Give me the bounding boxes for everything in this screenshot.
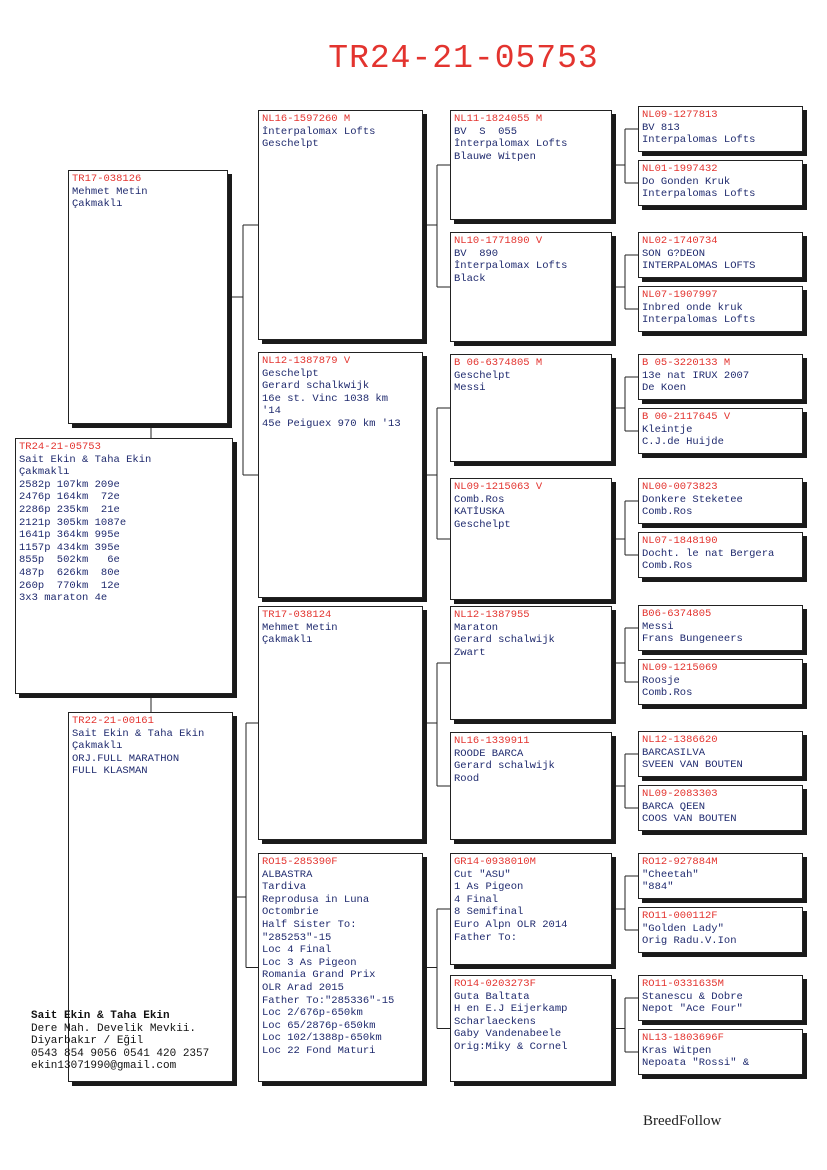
ring-number: TR17-038126: [72, 173, 142, 185]
pigeon-detail-line: Messi: [454, 382, 486, 395]
owner-phone: 0543 854 9056 0541 420 2357: [31, 1047, 210, 1060]
ancestor-card-g13: [638, 853, 803, 899]
ancestor-card-g11: [638, 731, 803, 777]
pigeon-detail-line: Loc 2/676p-650km: [262, 1007, 363, 1020]
pigeon-detail-line: Loc 102/1388p-650km: [262, 1032, 382, 1045]
pigeon-detail-line: Kras Witpen: [642, 1044, 712, 1057]
pigeon-detail-line: 2476p 164km 72e: [19, 491, 120, 504]
dam-sire-card: [258, 606, 423, 840]
ring-number: TR24-21-05753: [19, 441, 101, 453]
ancestor-card-g5: [638, 354, 803, 400]
pigeon-detail-line: 45e Peiguex 970 km '13: [262, 417, 401, 430]
pigeon-detail-line: Loc 22 Fond Maturi: [262, 1044, 376, 1057]
pigeon-detail-line: ORJ.FULL MARATHON: [72, 752, 180, 765]
pigeon-detail-line: Comb.Ros: [454, 493, 505, 506]
pigeon-detail-line: Maraton: [454, 621, 499, 634]
ring-number: B 05-3220133 M: [642, 357, 731, 369]
pigeon-detail-line: Inbred onde kruk: [642, 301, 743, 314]
pigeon-detail-line: Roosje: [642, 674, 680, 687]
pigeon-detail-line: Interpalomas Lofts: [642, 314, 756, 327]
pigeon-detail-line: Mehmet Metin: [72, 185, 148, 198]
pigeon-detail-line: 1641p 364km 995e: [19, 529, 120, 542]
ancestor-card-g12: [638, 785, 803, 831]
ancestor-card-g2: [638, 160, 803, 206]
pigeon-detail-line: Zwart: [454, 646, 486, 659]
pigeon-detail-line: 2121p 305km 1087e: [19, 516, 127, 529]
brand-label: BreedFollow: [643, 1113, 722, 1129]
pigeon-detail-line: Geschelpt: [454, 369, 511, 382]
ring-number: NL10-1771890 V: [454, 235, 543, 247]
ring-number: NL12-1387955: [454, 609, 530, 621]
pigeon-detail-line: Reprodusa in Luna: [262, 893, 370, 906]
owner-city: Diyarbakır / Eğil: [31, 1035, 144, 1047]
pigeon-detail-line: SON G?DEON: [642, 247, 706, 260]
pigeon-detail-line: ROODE BARCA: [454, 747, 524, 760]
pigeon-detail-line: Mehmet Metin: [262, 621, 338, 634]
pigeon-detail-line: Half Sister To:: [262, 918, 357, 931]
pigeon-detail-line: Geschelpt: [262, 367, 319, 380]
pigeon-detail-line: Geschelpt: [454, 518, 511, 531]
pigeon-detail-line: Çakmaklı: [72, 198, 123, 211]
ring-number: TR17-038124: [262, 609, 332, 621]
ancestor-card-g15: [638, 975, 803, 1021]
pigeon-detail-line: '14: [262, 405, 281, 418]
pigeon-detail-line: "Golden Lady": [642, 922, 724, 935]
ancestor-card-g1: [638, 106, 803, 152]
pigeon-detail-line: C.J.de Huijde: [642, 436, 724, 449]
pigeon-detail-line: Blauwe Witpen: [454, 150, 536, 163]
pigeon-detail-line: De Koen: [642, 382, 687, 395]
pigeon-detail-line: KATİUSKA: [454, 506, 505, 519]
ancestor-card-g4: [638, 286, 803, 332]
ring-number: RO14-0203273F: [454, 978, 536, 990]
pigeon-detail-line: Scharlaeckens: [454, 1015, 536, 1028]
pigeon-detail-line: Gaby Vandenabeele: [454, 1028, 562, 1041]
pigeon-detail-line: "Cheetah": [642, 868, 699, 881]
pigeon-detail-line: BV 813: [642, 121, 680, 134]
dam-dam-card: [258, 853, 423, 1082]
ancestor-card-sdd: [450, 478, 612, 600]
ancestor-card-g8: [638, 532, 803, 578]
pigeon-detail-line: 1 As Pigeon: [454, 881, 524, 894]
ring-number: RO12-927884M: [642, 856, 718, 868]
pigeon-detail-line: Tardiva: [262, 881, 307, 894]
sire-card: [68, 170, 228, 424]
ring-number: RO11-000112F: [642, 910, 718, 922]
ancestor-card-g16: [638, 1029, 803, 1075]
pigeon-detail-line: Octombrie: [262, 906, 319, 919]
pigeon-detail-line: Loc 4 Final: [262, 944, 332, 957]
ring-number: NL16-1597260 M: [262, 113, 351, 125]
pigeon-detail-line: Gerard schalkwijk: [262, 380, 370, 393]
pigeon-detail-line: Kleintje: [642, 423, 693, 436]
sire-dam-card: [258, 352, 423, 598]
ancestor-card-g3: [638, 232, 803, 278]
ring-number: NL16-1339911: [454, 735, 530, 747]
pigeon-detail-line: İnterpalomax Lofts: [454, 260, 568, 273]
ancestor-card-sss: [450, 110, 612, 220]
pigeon-detail-line: 8 Semifinal: [454, 906, 524, 919]
pigeon-detail-line: Comb.Ros: [642, 506, 693, 519]
pigeon-detail-line: Gerard schalwijk: [454, 760, 555, 773]
pigeon-detail-line: Do Gonden Kruk: [642, 175, 731, 188]
owner-name: Sait Ekin & Taha Ekin: [31, 1010, 170, 1022]
pigeon-detail-line: Euro Alpn OLR 2014: [454, 918, 568, 931]
pigeon-detail-line: Romania Grand Prix: [262, 969, 376, 982]
pigeon-detail-line: "285253"-15: [262, 931, 332, 944]
ancestor-card-sds: [450, 354, 612, 462]
pigeon-detail-line: İnterpalomax Lofts: [262, 125, 376, 138]
pigeon-detail-line: 855p 502km 6e: [19, 554, 120, 567]
ring-number: NL07-1907997: [642, 289, 718, 301]
owner-address: Dere Mah. Develik Mevkii.: [31, 1022, 197, 1035]
pigeon-detail-line: 2582p 107km 209e: [19, 478, 120, 491]
pigeon-detail-line: Gerard schalwijk: [454, 634, 555, 647]
pigeon-detail-line: SVEEN VAN BOUTEN: [642, 759, 743, 772]
pigeon-detail-line: Nepoata "Rossi" &: [642, 1057, 750, 1070]
ring-number: TR22-21-00161: [72, 715, 154, 727]
pigeon-detail-line: Sait Ekin & Taha Ekin: [72, 727, 205, 740]
pigeon-detail-line: 4 Final: [454, 893, 499, 906]
pigeon-detail-line: Sait Ekin & Taha Ekin: [19, 453, 152, 466]
pigeon-detail-line: Father To:: [454, 931, 518, 944]
ring-number: NL12-1386620: [642, 734, 718, 746]
ring-number: RO15-285390F: [262, 856, 338, 868]
ring-number: B06-6374805: [642, 608, 712, 620]
ring-number: NL09-1277813: [642, 109, 718, 121]
owner-email: ekin13071990@gmail.com: [31, 1060, 177, 1072]
pigeon-detail-line: BV 890: [454, 247, 499, 260]
pigeon-detail-line: İnterpalomax Lofts: [454, 138, 568, 151]
ancestor-card-g10: [638, 659, 803, 705]
pigeon-detail-line: Guta Baltata: [454, 990, 530, 1003]
pigeon-detail-line: "884": [642, 881, 674, 894]
pigeon-detail-line: Çakmaklı: [262, 634, 313, 647]
pigeon-detail-line: Rood: [454, 772, 480, 785]
ancestor-card-g9: [638, 605, 803, 651]
pigeon-detail-line: Messi: [642, 620, 674, 633]
pigeon-detail-line: Loc 3 As Pigeon: [262, 956, 357, 969]
pigeon-detail-line: 1157p 434km 395e: [19, 541, 120, 554]
pigeon-detail-line: Çakmaklı: [19, 466, 70, 479]
subject-pigeon-card: [15, 438, 233, 694]
pigeon-detail-line: 487p 626km 80e: [19, 566, 120, 579]
ring-number: NL09-1215063 V: [454, 481, 543, 493]
pigeon-detail-line: Loc 65/2876p-650km: [262, 1019, 376, 1032]
pigeon-detail-line: FULL KLASMAN: [72, 765, 148, 778]
ring-number: GR14-0938010M: [454, 856, 536, 868]
ring-number: B 00-2117645 V: [642, 411, 731, 423]
pigeon-detail-line: OLR Arad 2015: [262, 981, 344, 994]
ancestor-card-g6: [638, 408, 803, 454]
pigeon-detail-line: H en E.J Eijerkamp: [454, 1003, 568, 1016]
pigeon-detail-line: BV S 055: [454, 125, 518, 138]
pigeon-detail-line: Çakmaklı: [72, 740, 123, 753]
sire-sire-card: [258, 110, 423, 340]
pigeon-detail-line: Orig Radu.V.Ion: [642, 935, 737, 948]
ancestor-card-dss: [450, 606, 612, 720]
pigeon-detail-line: Black: [454, 272, 486, 285]
pedigree-title: TR24-21-05753: [328, 40, 599, 77]
ring-number: NL02-1740734: [642, 235, 718, 247]
pigeon-detail-line: Interpalomas Lofts: [642, 134, 756, 147]
ring-number: RO11-0331635M: [642, 978, 724, 990]
ring-number: NL12-1387879 V: [262, 355, 351, 367]
pigeon-detail-line: Geschelpt: [262, 138, 319, 151]
pigeon-detail-line: Comb.Ros: [642, 560, 693, 573]
pigeon-detail-line: COOS VAN BOUTEN: [642, 813, 737, 826]
ring-number: NL11-1824055 M: [454, 113, 543, 125]
pigeon-detail-line: Cut "ASU": [454, 868, 511, 881]
pigeon-detail-line: BARCASILVA: [642, 746, 706, 759]
pigeon-detail-line: 260p 770km 12e: [19, 579, 120, 592]
ring-number: B 06-6374805 M: [454, 357, 543, 369]
ring-number: NL00-0073823: [642, 481, 718, 493]
ring-number: NL07-1848190: [642, 535, 718, 547]
ancestor-card-g14: [638, 907, 803, 953]
pigeon-detail-line: INTERPALOMAS LOFTS: [642, 260, 756, 273]
pigeon-detail-line: 2286p 235km 21e: [19, 503, 120, 516]
pigeon-detail-line: Nepot "Ace Four": [642, 1003, 743, 1016]
ancestor-card-ssd: [450, 232, 612, 342]
ring-number: NL01-1997432: [642, 163, 718, 175]
ancestor-card-dds: [450, 853, 612, 965]
pigeon-detail-line: Comb.Ros: [642, 687, 693, 700]
ring-number: NL13-1803696F: [642, 1032, 724, 1044]
pigeon-detail-line: 3x3 maraton 4e: [19, 592, 108, 605]
ring-number: NL09-2083303: [642, 788, 718, 800]
pigeon-detail-line: Docht. le nat Bergera: [642, 547, 775, 560]
pigeon-detail-line: 13e nat IRUX 2007: [642, 369, 750, 382]
pigeon-detail-line: BARCA QEEN: [642, 800, 706, 813]
ancestor-card-ddd: [450, 975, 612, 1082]
pigeon-detail-line: Orig:Miky & Cornel: [454, 1040, 568, 1053]
pigeon-detail-line: Interpalomas Lofts: [642, 188, 756, 201]
owner-info: [31, 1010, 209, 1073]
ancestor-card-dsd: [450, 732, 612, 840]
pigeon-detail-line: Frans Bungeneers: [642, 633, 743, 646]
pigeon-detail-line: 16e st. Vinc 1038 km: [262, 392, 389, 405]
pigeon-detail-line: ALBASTRA: [262, 868, 313, 881]
pigeon-detail-line: Donkere Steketee: [642, 493, 743, 506]
ancestor-card-g7: [638, 478, 803, 524]
pigeon-detail-line: Stanescu & Dobre: [642, 990, 743, 1003]
pigeon-detail-line: Father To:"285336"-15: [262, 994, 395, 1007]
ring-number: NL09-1215069: [642, 662, 718, 674]
